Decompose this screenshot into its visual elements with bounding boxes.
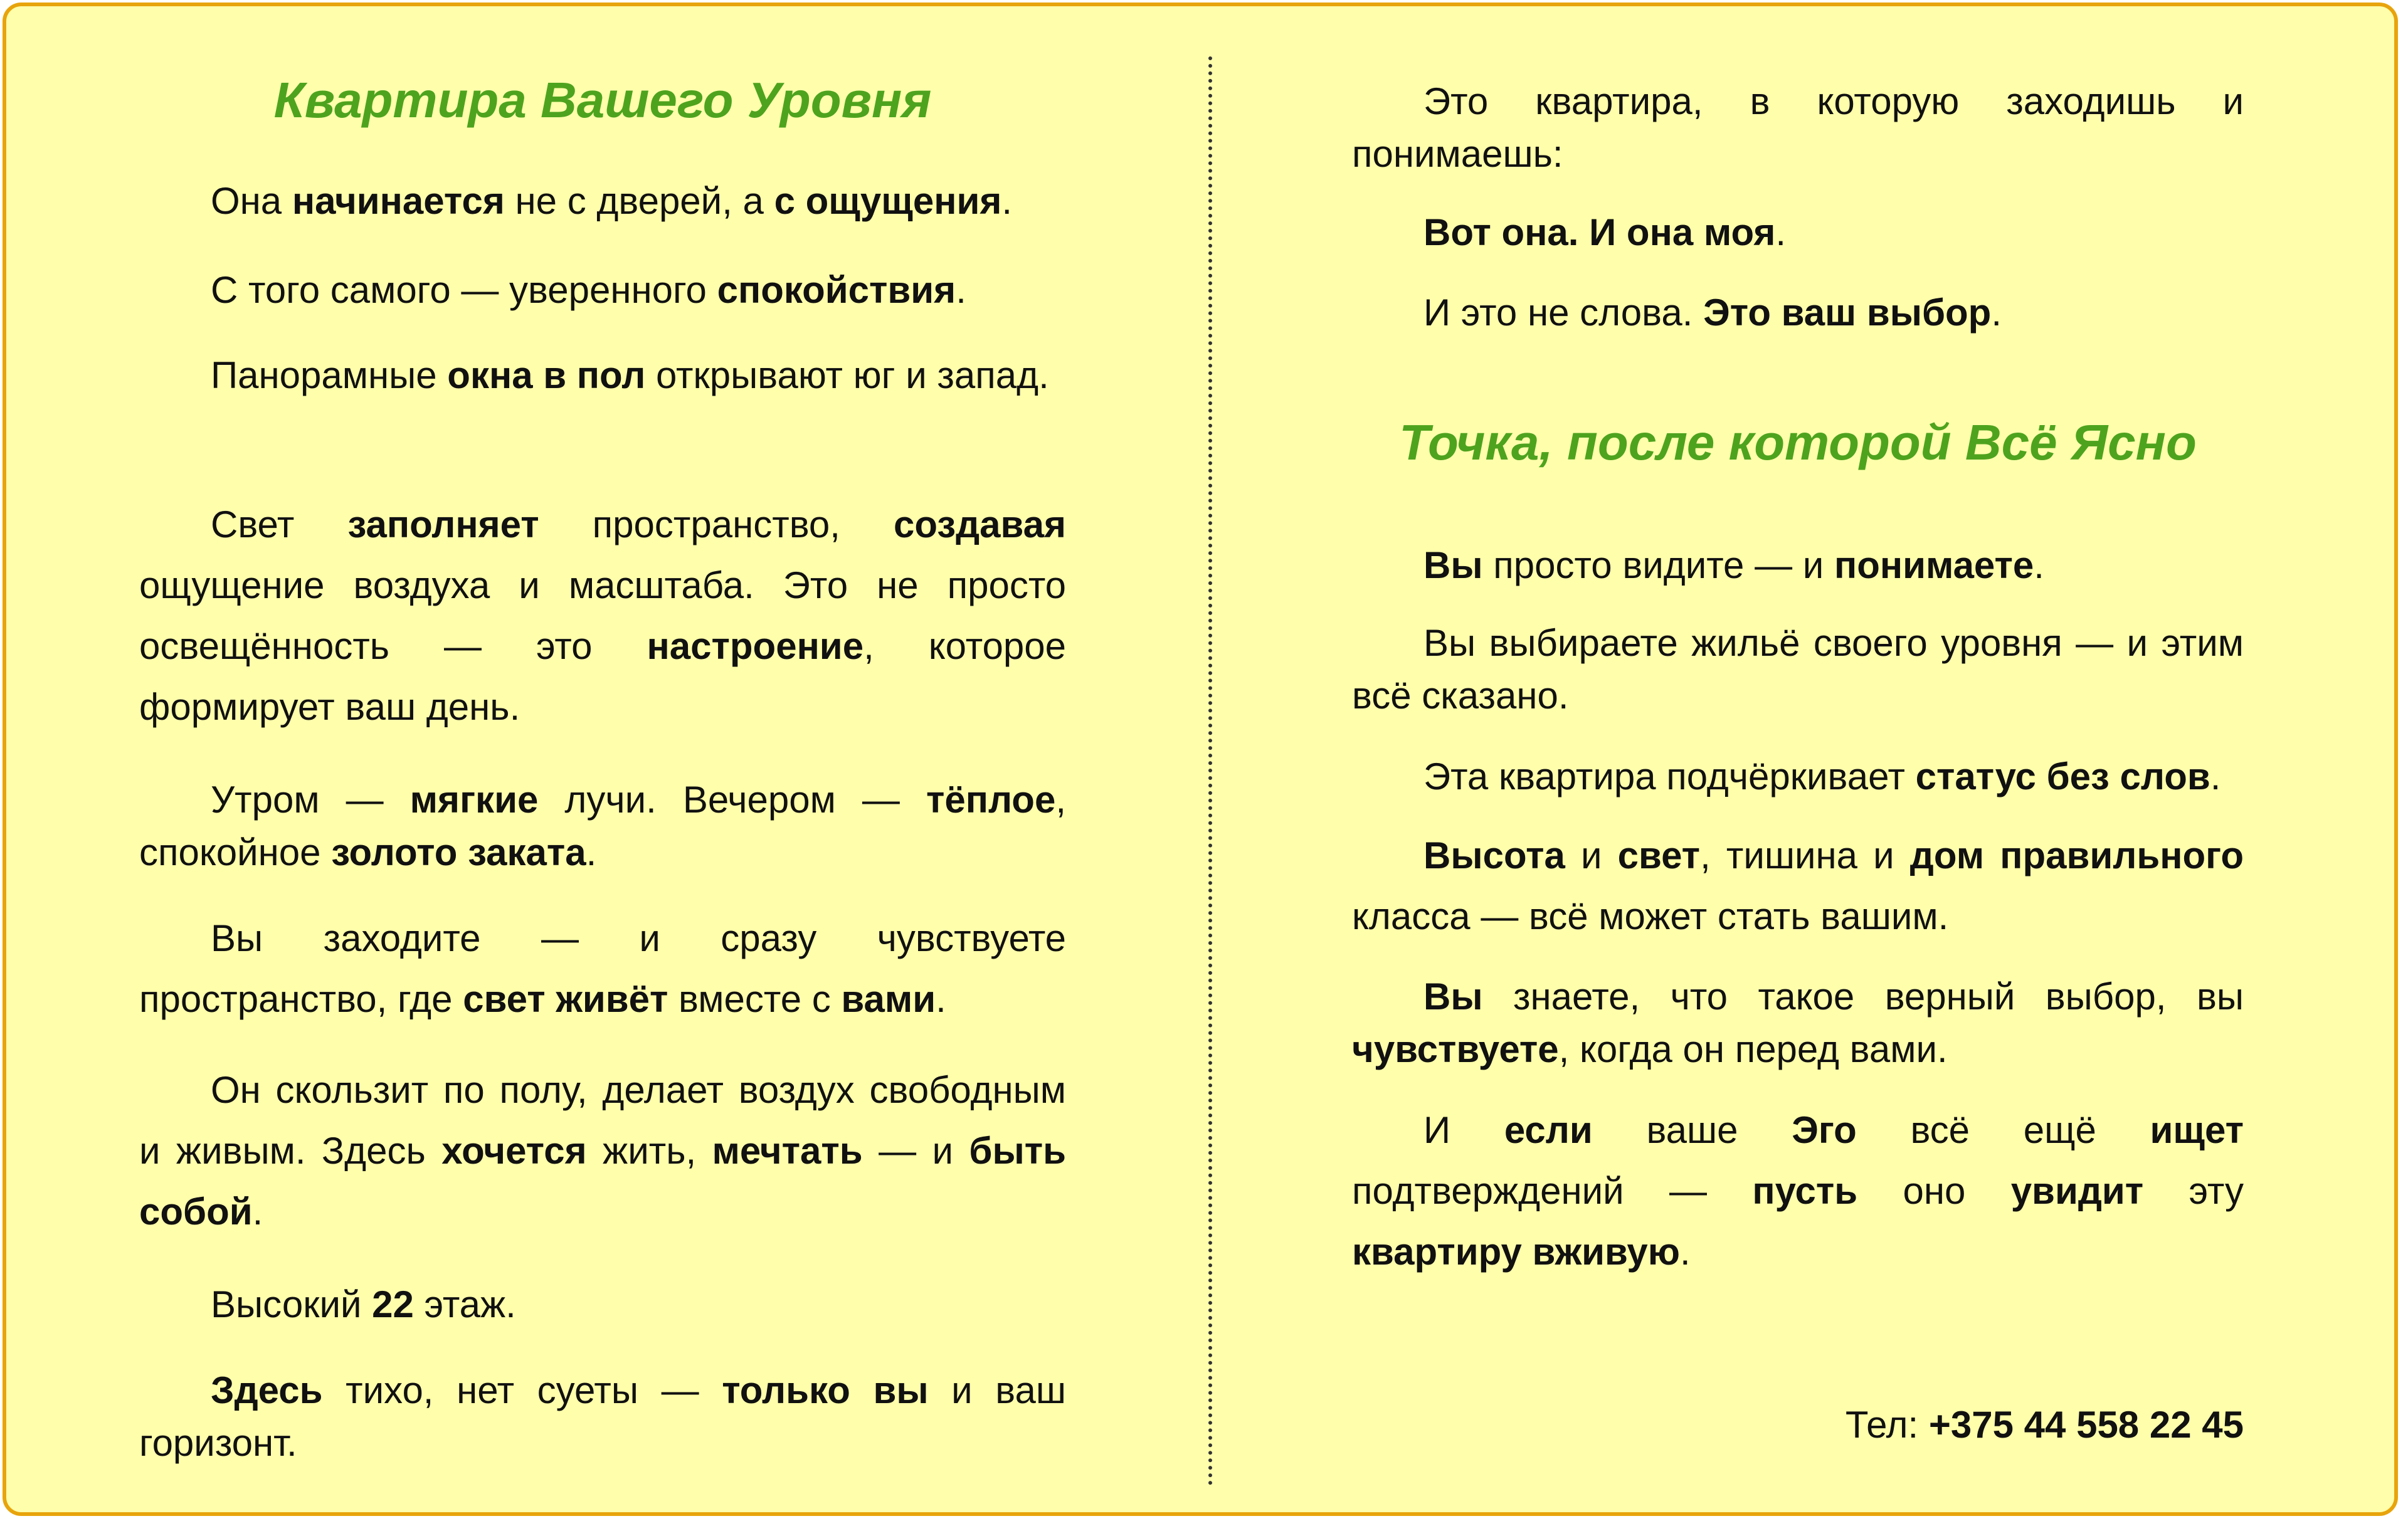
column-divider	[1208, 56, 1212, 1486]
bold-text: чувствуете	[1352, 1028, 1559, 1070]
bold-text: Вы	[1423, 544, 1483, 586]
right-intro-paragraph	[1352, 282, 2244, 343]
left-paragraph	[139, 774, 1077, 879]
bold-text: Эго	[1792, 1109, 1857, 1151]
text: тихо, нет суеты —	[322, 1369, 722, 1411]
text: не с дверей, а	[504, 180, 774, 222]
left-paragraph	[139, 171, 1066, 231]
text: — и	[862, 1130, 969, 1172]
text: Он скользит по полу, делает воздух свободным и живым. Здесь	[139, 1069, 1077, 1172]
text: Высокий	[211, 1283, 372, 1325]
bold-text: пусть	[1752, 1170, 1858, 1212]
bold-text: свет живёт	[463, 978, 668, 1020]
page-frame	[3, 3, 2398, 1516]
bold-text: быть собой	[139, 1130, 1077, 1233]
left-paragraph	[139, 494, 1077, 737]
bold-text: Вы	[1423, 976, 1483, 1018]
text: , тишина и	[1700, 834, 1910, 876]
text: Эта квартира подчёркивает	[1423, 755, 1916, 797]
text: ощущение воздуха и масштаба. Это не просто освещённость — это	[139, 503, 1077, 667]
bold-text: статус без слов	[1915, 755, 2210, 797]
text: .	[1680, 1231, 1691, 1273]
bold-text: вами	[841, 978, 936, 1020]
bold-text: начинается	[292, 180, 505, 222]
right-paragraph	[1352, 746, 2244, 807]
text: Вы выбираете жильё своего уровня — и этим всё сказано.	[1352, 622, 2254, 717]
text: , которое формирует ваш день.	[139, 625, 1077, 728]
text: .	[1991, 292, 2002, 334]
left-paragraph	[139, 345, 1066, 406]
right-intro-paragraph	[1352, 75, 2254, 181]
bold-text: с ощущения	[774, 180, 1002, 222]
right-paragraph	[1352, 1100, 2254, 1282]
bold-text: свет	[1617, 834, 1701, 876]
text: , когда он перед вами.	[1558, 1028, 1948, 1070]
bold-text: мечтать	[712, 1130, 863, 1172]
bold-text: хочется	[441, 1130, 587, 1172]
bold-text: только вы	[722, 1369, 929, 1411]
bold-text: понимаете	[1834, 544, 2034, 586]
left-title: Квартира Вашего Уровня	[273, 72, 932, 128]
bold-text: дом правильного	[1909, 834, 2244, 876]
text: Утром —	[211, 779, 410, 821]
right-title: Точка, после которой Всё Ясно	[1399, 414, 2197, 470]
text: .	[252, 1191, 263, 1233]
text: , спокойное	[139, 779, 1077, 873]
bold-text: мягкие	[409, 779, 539, 821]
text: Она	[211, 180, 292, 222]
bold-text: Здесь	[211, 1369, 323, 1411]
left-paragraph	[139, 260, 1066, 320]
bold-text: настроение	[647, 625, 864, 667]
bold-text: Это ваш выбор	[1703, 292, 1992, 334]
left-paragraph	[139, 1364, 1077, 1470]
bold-text: +375 44 558 22 45	[1928, 1404, 2244, 1446]
text: вместе с	[668, 978, 842, 1020]
text: И	[1423, 1109, 1504, 1151]
text: класса — всё может стать вашим.	[1352, 834, 2254, 937]
text: и ваш горизонт.	[139, 1369, 1077, 1464]
bold-text: заполняет	[347, 503, 539, 545]
text: ваше	[1592, 1109, 1792, 1151]
text: И это не слова.	[1423, 292, 1704, 334]
bold-text: увидит	[2010, 1170, 2144, 1212]
text: Панорамные	[211, 354, 448, 396]
bold-text: 22	[372, 1283, 414, 1325]
bold-text: золото заката	[331, 831, 586, 873]
text: .	[1001, 180, 1013, 222]
bold-text: окна в пол	[447, 354, 646, 396]
bold-text: если	[1504, 1109, 1593, 1151]
text: .	[586, 831, 597, 873]
bold-text: тёплое	[926, 779, 1056, 821]
text: .	[936, 978, 946, 1020]
left-paragraph	[139, 1274, 1066, 1335]
text: С того самого — уверенного	[211, 269, 717, 311]
text: Вы заходите — и сразу чувствуете пространство, где	[139, 917, 1077, 1020]
bold-text: создавая	[894, 503, 1066, 545]
text: Свет	[211, 503, 348, 545]
text: лучи. Вечером —	[538, 779, 926, 821]
text: жить,	[586, 1130, 712, 1172]
right-paragraph	[1352, 535, 2244, 596]
right-paragraph	[1352, 971, 2254, 1076]
bold-text: Высота	[1423, 834, 1565, 876]
text: Это квартира, в которую заходишь и понимаешь:	[1352, 80, 2254, 175]
bold-text: ищет	[2150, 1109, 2244, 1151]
text: .	[956, 269, 966, 311]
bold-text: квартиру вживую	[1352, 1231, 1681, 1273]
text: эту	[2143, 1170, 2254, 1212]
text: Тел:	[1845, 1404, 1929, 1446]
text: знаете, что такое верный выбор, вы	[1482, 976, 2254, 1018]
text: .	[2210, 755, 2221, 797]
text: .	[2034, 544, 2044, 586]
left-paragraph	[139, 908, 1077, 1029]
bold-text: спокойствия	[717, 269, 956, 311]
right-paragraph	[1352, 617, 2254, 722]
text: пространство,	[539, 503, 894, 545]
bold-text: Вот она. И она моя	[1423, 211, 1776, 253]
text: всё ещё	[1856, 1109, 2150, 1151]
contact-phone	[1352, 1394, 2244, 1455]
text: и	[1565, 834, 1618, 876]
text: подтверждений —	[1352, 1109, 2254, 1212]
right-paragraph	[1352, 825, 2254, 947]
text: .	[1775, 211, 1786, 253]
text: открывают юг и запад.	[645, 354, 1049, 396]
text: оно	[1857, 1170, 2011, 1212]
text: этаж.	[413, 1283, 516, 1325]
text: просто видите — и	[1482, 544, 1834, 586]
right-intro-paragraph	[1352, 202, 2244, 263]
left-paragraph	[139, 1060, 1077, 1242]
